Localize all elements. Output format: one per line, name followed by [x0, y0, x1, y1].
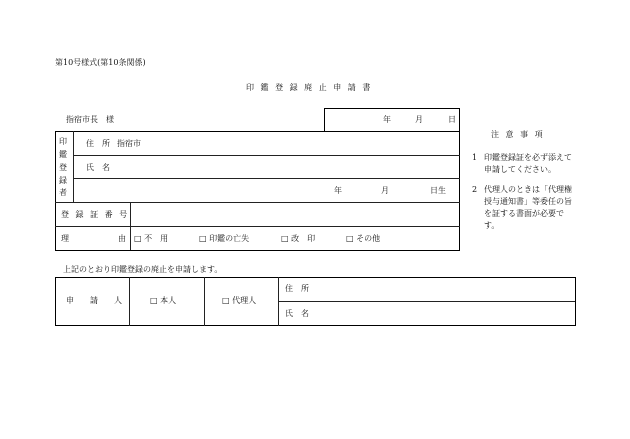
note-2-number: 2 [472, 185, 478, 194]
table-line [324, 108, 325, 132]
registration-number-field[interactable] [132, 204, 458, 224]
registration-number-label: 登 録 証 番 号 [61, 210, 130, 219]
registrant-label-5: 者 [59, 188, 67, 197]
table-line [130, 202, 131, 250]
registrant-label-1: 印 [59, 137, 67, 146]
applicant-address-label: 住 所 [285, 284, 309, 293]
birth-month-label: 月 [381, 186, 389, 195]
notes-heading: 注 意 事 項 [491, 130, 545, 139]
table-line [55, 202, 460, 203]
reason-option-change[interactable]: □ 改 印 [281, 234, 316, 243]
note-1-number: 1 [472, 153, 478, 162]
applicant-name-label: 氏 名 [285, 309, 309, 318]
date-month-label: 月 [415, 115, 423, 124]
registrant-label-2: 鑑 [59, 150, 67, 159]
registrant-label-4: 録 [59, 176, 67, 185]
table-line [73, 155, 460, 156]
table-line [278, 301, 576, 302]
applicant-self-option[interactable]: □ 本人 [150, 296, 177, 305]
note-2-text: 代理人のときは「代理権授与通知書」等委任の旨を証する書面が必要です。 [484, 185, 572, 230]
reason-option-unneeded[interactable]: □ 不 用 [134, 234, 169, 243]
form-number: 第10号様式(第10条関係) [55, 58, 146, 67]
table-line [55, 277, 56, 326]
table-line [73, 131, 74, 202]
table-line [55, 277, 576, 278]
birth-day-label: 日生 [430, 186, 446, 195]
reason-option-lost[interactable]: □ 印鑑の亡失 [199, 234, 250, 243]
application-statement: 上記のとおり印鑑登録の廃止を申請します。 [63, 265, 223, 274]
applicant-agent-option[interactable]: □ 代理人 [222, 296, 257, 305]
note-1-text: 印鑑登録証を必ず添えて申請してください。 [484, 153, 572, 174]
table-line [55, 131, 460, 132]
table-line [459, 108, 460, 250]
table-line [55, 226, 460, 227]
registrant-address-value[interactable]: 指宿市 [117, 139, 141, 148]
birth-year-label: 年 [334, 186, 342, 195]
registrant-address-label: 住 所 [86, 139, 110, 148]
reason-label-end: 由 [118, 234, 126, 243]
registrant-name-label: 氏 名 [86, 163, 110, 172]
table-line [324, 108, 460, 109]
date-year-label: 年 [383, 115, 391, 124]
addressee: 指宿市長 様 [66, 115, 114, 124]
date-day-label: 日 [448, 115, 456, 124]
applicant-label: 申 請 人 [66, 296, 122, 305]
table-line [55, 131, 56, 250]
table-line [55, 325, 576, 326]
table-line [129, 277, 130, 326]
registrant-label-3: 登 [59, 163, 67, 172]
table-line [73, 178, 460, 179]
table-line [278, 277, 279, 326]
reason-option-other[interactable]: □ その他 [346, 234, 381, 243]
form-title: 印 鑑 登 録 廃 止 申 請 書 [246, 83, 373, 92]
table-line [204, 277, 205, 326]
table-line [575, 277, 576, 326]
reason-label-start: 理 [61, 234, 69, 243]
table-line [55, 250, 460, 251]
